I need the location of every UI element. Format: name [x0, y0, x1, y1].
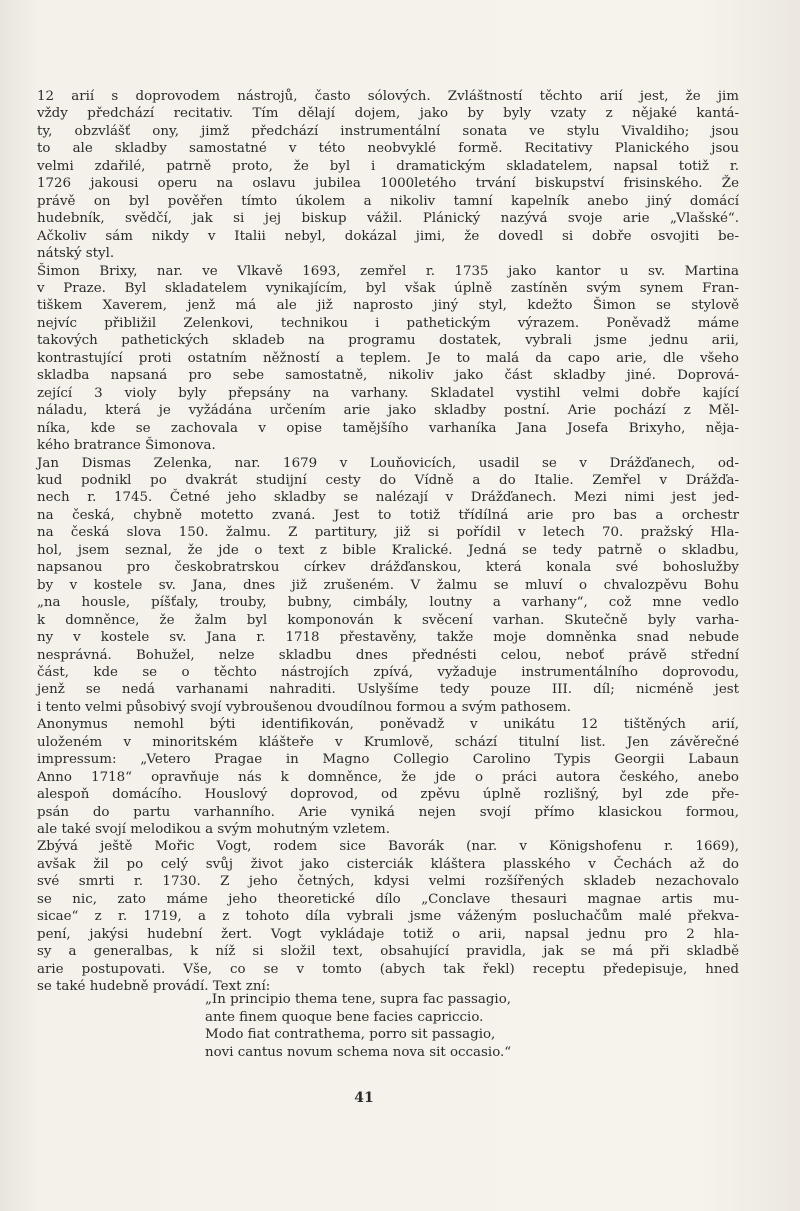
- text-line: na česká slova 150. žalmu. Z partitury, již si pořídil v letech 70. pražský Hla-: [37, 525, 739, 541]
- text-line: níka, kde se zachovala v opise tamějšího varhaníka Jana Josefa Brixyho, něja-: [37, 420, 739, 436]
- text-line: skladba napsaná pro sebe samostatně, nikoliv jako část skladby jiné. Doprová-: [37, 368, 739, 384]
- text-line: alespoň domácího. Houslový doprovod, od zpěvu úplně rozlišný, byl zde pře-: [37, 787, 739, 803]
- text-line: arie postupovati. Vše, co se v tomto (abych tak řekl) receptu předepisuje, hned: [37, 961, 739, 977]
- text-line: Anno 1718“ opravňuje nás k domněnce, že jde o práci autora českého, anebo: [37, 769, 739, 785]
- text-line: se nic, zato máme jeho theoretické dílo „Conclave thesauri magnae artis mu-: [37, 891, 739, 907]
- text-line: k domněnce, že žalm byl komponován k svěcení varhan. Skutečně byly varha-: [37, 612, 739, 628]
- text-line: takových pathetických skladeb na programu dostatek, vybrali jsme jednu arii,: [37, 333, 739, 349]
- text-line: Šimon Brixy, nar. ve Vlkavě 1693, zemřel r. 1735 jako kantor u sv. Martina: [37, 263, 739, 279]
- text-line: ny v kostele sv. Jana r. 1718 přestavěny, takže moje domněnka snad nebude: [37, 630, 739, 646]
- text-line: tiškem Xaverem, jenž má ale již naprosto jiný styl, kdežto Šimon se stylově: [37, 298, 739, 314]
- text-line: hudebník, svědčí, jak si jej biskup vážil. Plánický nazývá svoje arie „Vlašské“.: [37, 211, 739, 227]
- text-line: napsanou pro českobratrskou církev drážďanskou, která konala své bohoslužby: [37, 560, 739, 576]
- text-line: náladu, která je vyžádána určením arie jako skladby postní. Arie pochází z Měl-: [37, 403, 739, 419]
- text-line: „na housle, píšťaly, trouby, bubny, cimbály, loutny a varhany“, což mne vedlo: [37, 595, 739, 611]
- text-line: právě on byl pověřen tímto úkolem a nikoliv tamní kapelník anebo jiný domácí: [37, 193, 739, 209]
- text-line: kontrastující proti ostatním něžností a teplem. Je to malá da capo arie, dle všeho: [37, 350, 739, 366]
- body-text: [37, 88, 739, 996]
- text-line: pení, jakýsi hudební žert. Vogt vykládaje totiž o arii, napsal jednu pro 2 hla-: [37, 926, 739, 942]
- text-line: Jan Dismas Zelenka, nar. 1679 v Louňovicích, usadil se v Drážďanech, od-: [37, 455, 739, 471]
- text-line: ty, obzvlášť ony, jimž předchází instrumentální sonata ve stylu Vivaldiho; jsou: [37, 123, 739, 139]
- text-line: kého bratrance Šimonova.: [37, 438, 216, 454]
- text-line: ale také svojí melodikou a svým mohutným vzletem.: [37, 822, 390, 838]
- text-line: část, kde se o těchto nástrojích zpívá, vyžaduje instrumentálního doprovodu,: [37, 664, 739, 680]
- text-line: velmi zdařilé, patrně proto, že byl i dramatickým skladatelem, napsal totiž r.: [37, 158, 739, 174]
- text-line: se také hudebně provádí. Text zní:: [37, 979, 271, 995]
- verse-line: „In principio thema tene, supra fac passagio,: [205, 992, 512, 1007]
- latin-verse: [205, 991, 625, 1061]
- text-line: impressum: „Vetero Pragae in Magno Collegio Carolino Typis Georgii Labaun: [37, 752, 739, 768]
- text-line: sicae“ z r. 1719, a z tohoto díla vybrali jsme váženým posluchačům malé překva-: [37, 909, 739, 925]
- text-line: uloženém v minoritském klášteře v Krumlově, schází titulní list. Jen závěrečné: [37, 734, 739, 750]
- text-line: zející 3 violy byly přepsány na varhany. Skladatel vystihl velmi dobře kající: [37, 385, 739, 401]
- text-line: nech r. 1745. Četné jeho skladby se nalézají v Drážďanech. Mezi nimi jest jed-: [37, 490, 739, 506]
- verse-line: ante finem quoque bene facies capriccio.: [205, 1009, 484, 1025]
- text-line: nátský styl.: [37, 246, 115, 262]
- text-line: by v kostele sv. Jana, dnes již zrušeném. V žalmu se mluví o chvalozpěvu Bohu: [37, 577, 739, 593]
- text-line: vždy předchází recitativ. Tím dělají dojem, jako by byly vzaty z nějaké kantá-: [37, 106, 739, 122]
- text-line: Ačkoliv sám nikdy v Italii nebyl, dokázal jimi, že dovedl si dobře osvojiti be-: [37, 228, 739, 244]
- text-line: nesprávná. Bohužel, nelze skladbu dnes přednésti celou, neboť právě střední: [37, 647, 739, 663]
- text-line: své smrti r. 1730. Z jeho četných, kdysi velmi rozšířených skladeb nezachovalo: [37, 874, 739, 890]
- verse-line: novi cantus novum schema nova sit occasio.“: [205, 1044, 512, 1060]
- text-line: psán do partu varhanního. Arie vyniká nejen svojí přímo klasickou formou,: [37, 804, 739, 820]
- page-number: 41: [354, 1090, 374, 1106]
- text-line: sy a generalbas, k níž si složil text, obsahující pravidla, jak se má při skladbě: [37, 944, 739, 960]
- text-line: kud podnikl po dvakrát studijní cesty do Vídně a do Italie. Zemřel v Drážďa-: [37, 472, 739, 488]
- text-line: Anonymus nemohl býti identifikován, poněvadž v unikátu 12 tištěných arií,: [37, 717, 739, 733]
- text-line: nejvíc přibližil Zelenkovi, technikou i pathetickým výrazem. Poněvadž máme: [37, 315, 739, 331]
- text-line: 1726 jakousi operu na oslavu jubilea 1000letého trvání biskupství frisinského. Že: [37, 176, 739, 192]
- text-line: avšak žil po celý svůj život jako cisterciák kláštera plasského v Čechách až do: [37, 856, 739, 872]
- text-line: 12 arií s doprovodem nástrojů, často sólových. Zvláštností těchto arií jest, že jim: [37, 89, 739, 104]
- text-line: to ale skladby samostatné v této neobvyklé formě. Recitativy Planického jsou: [37, 141, 739, 157]
- text-line: jenž se nedá varhanami nahraditi. Uslyšíme tedy pouze III. díl; nicméně jest: [37, 682, 739, 698]
- text-line: hol, jsem seznal, že jde o text z bible Kralické. Jedná se tedy patrně o skladbu,: [37, 542, 739, 558]
- text-line: na česká, chybně motetto zvaná. Jest to totiž třídílná arie pro bas a orchestr: [37, 507, 739, 523]
- text-line: v Praze. Byl skladatelem vynikajícím, byl však úplně zastíněn svým synem Fran-: [37, 280, 739, 296]
- verse-line: Modo fiat contrathema, porro sit passagio,: [205, 1027, 496, 1043]
- text-line: i tento velmi působivý svojí vybroušenou dvoudílnou formou a svým pathosem.: [37, 699, 572, 715]
- text-line: Zbývá ještě Mořic Vogt, rodem sice Bavorák (nar. v Königshofenu r. 1669),: [37, 839, 739, 855]
